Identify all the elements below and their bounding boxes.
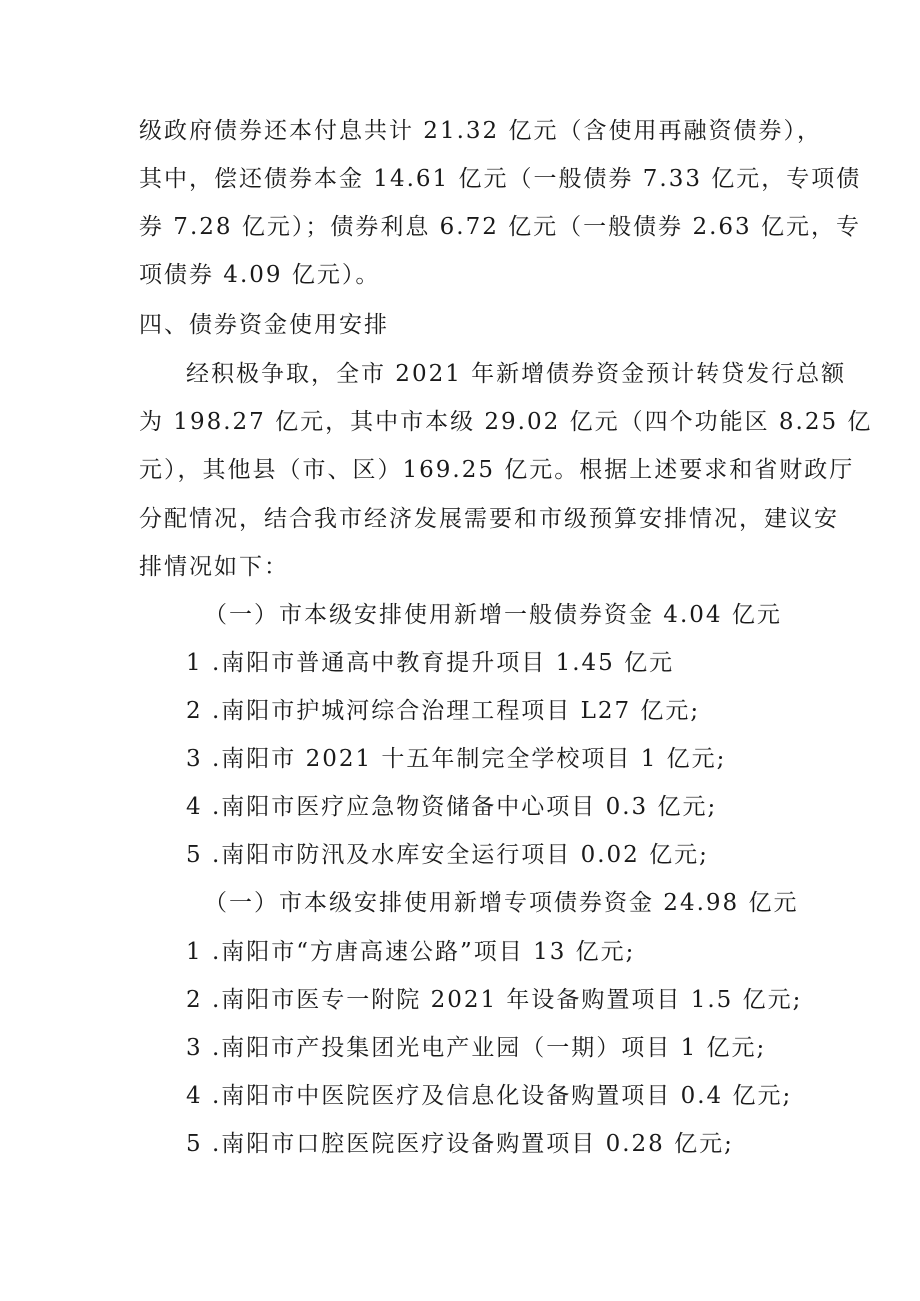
list-item: 4 .南阳市医疗应急物资储备中心项目 0.3 亿元; [186,794,718,820]
paragraph-line: 其中，偿还债券本金 14.61 亿元（一般债券 7.33 亿元，专项债 [139,166,862,192]
list-item: 3 .南阳市 2021 十五年制完全学校项目 1 亿元; [186,746,727,772]
paragraph-line: 分配情况，结合我市经济发展需要和市级预算安排情况，建议安 [139,506,839,532]
list-item: 1 .南阳市普通高中教育提升项目 1.45 亿元 [186,650,675,676]
paragraph-line: 元），其他县（市、区）169.25 亿元。根据上述要求和省财政厅 [139,457,855,483]
list-item: 5 .南阳市口腔医院医疗设备购置项目 0.28 亿元; [186,1131,734,1157]
paragraph-line: 排情况如下： [139,554,289,580]
paragraph-line: 项债券 4.09 亿元）。 [139,262,381,288]
list-item: 5 .南阳市防汛及水库安全运行项目 0.02 亿元; [186,842,709,868]
section-heading: 四、债券资金使用安排 [139,312,389,338]
paragraph-line: 为 198.27 亿元，其中市本级 29.02 亿元（四个功能区 8.25 亿 [139,409,873,435]
subsection-heading: （一）市本级安排使用新增专项债券资金 24.98 亿元 [204,890,799,916]
paragraph-line: 级政府债券还本付息共计 21.32 亿元（含使用再融资债券）， [139,118,822,144]
paragraph-line: 券 7.28 亿元）；债券利息 6.72 亿元（一般债券 2.63 亿元，专 [139,214,861,240]
list-item: 1 .南阳市“方唐高速公路”项目 13 亿元; [186,939,636,965]
list-item: 2 .南阳市医专一附院 2021 年设备购置项目 1.5 亿元; [186,987,803,1013]
subsection-heading: （一）市本级安排使用新增一般债券资金 4.04 亿元 [204,602,782,628]
list-item: 2 .南阳市护城河综合治理工程项目 L27 亿元; [186,698,701,724]
list-item: 4 .南阳市中医院医疗及信息化设备购置项目 0.4 亿元; [186,1083,793,1109]
paragraph-line: 经积极争取，全市 2021 年新增债券资金预计转贷发行总额 [186,361,847,387]
list-item: 3 .南阳市产投集团光电产业园（一期）项目 1 亿元; [186,1035,767,1061]
